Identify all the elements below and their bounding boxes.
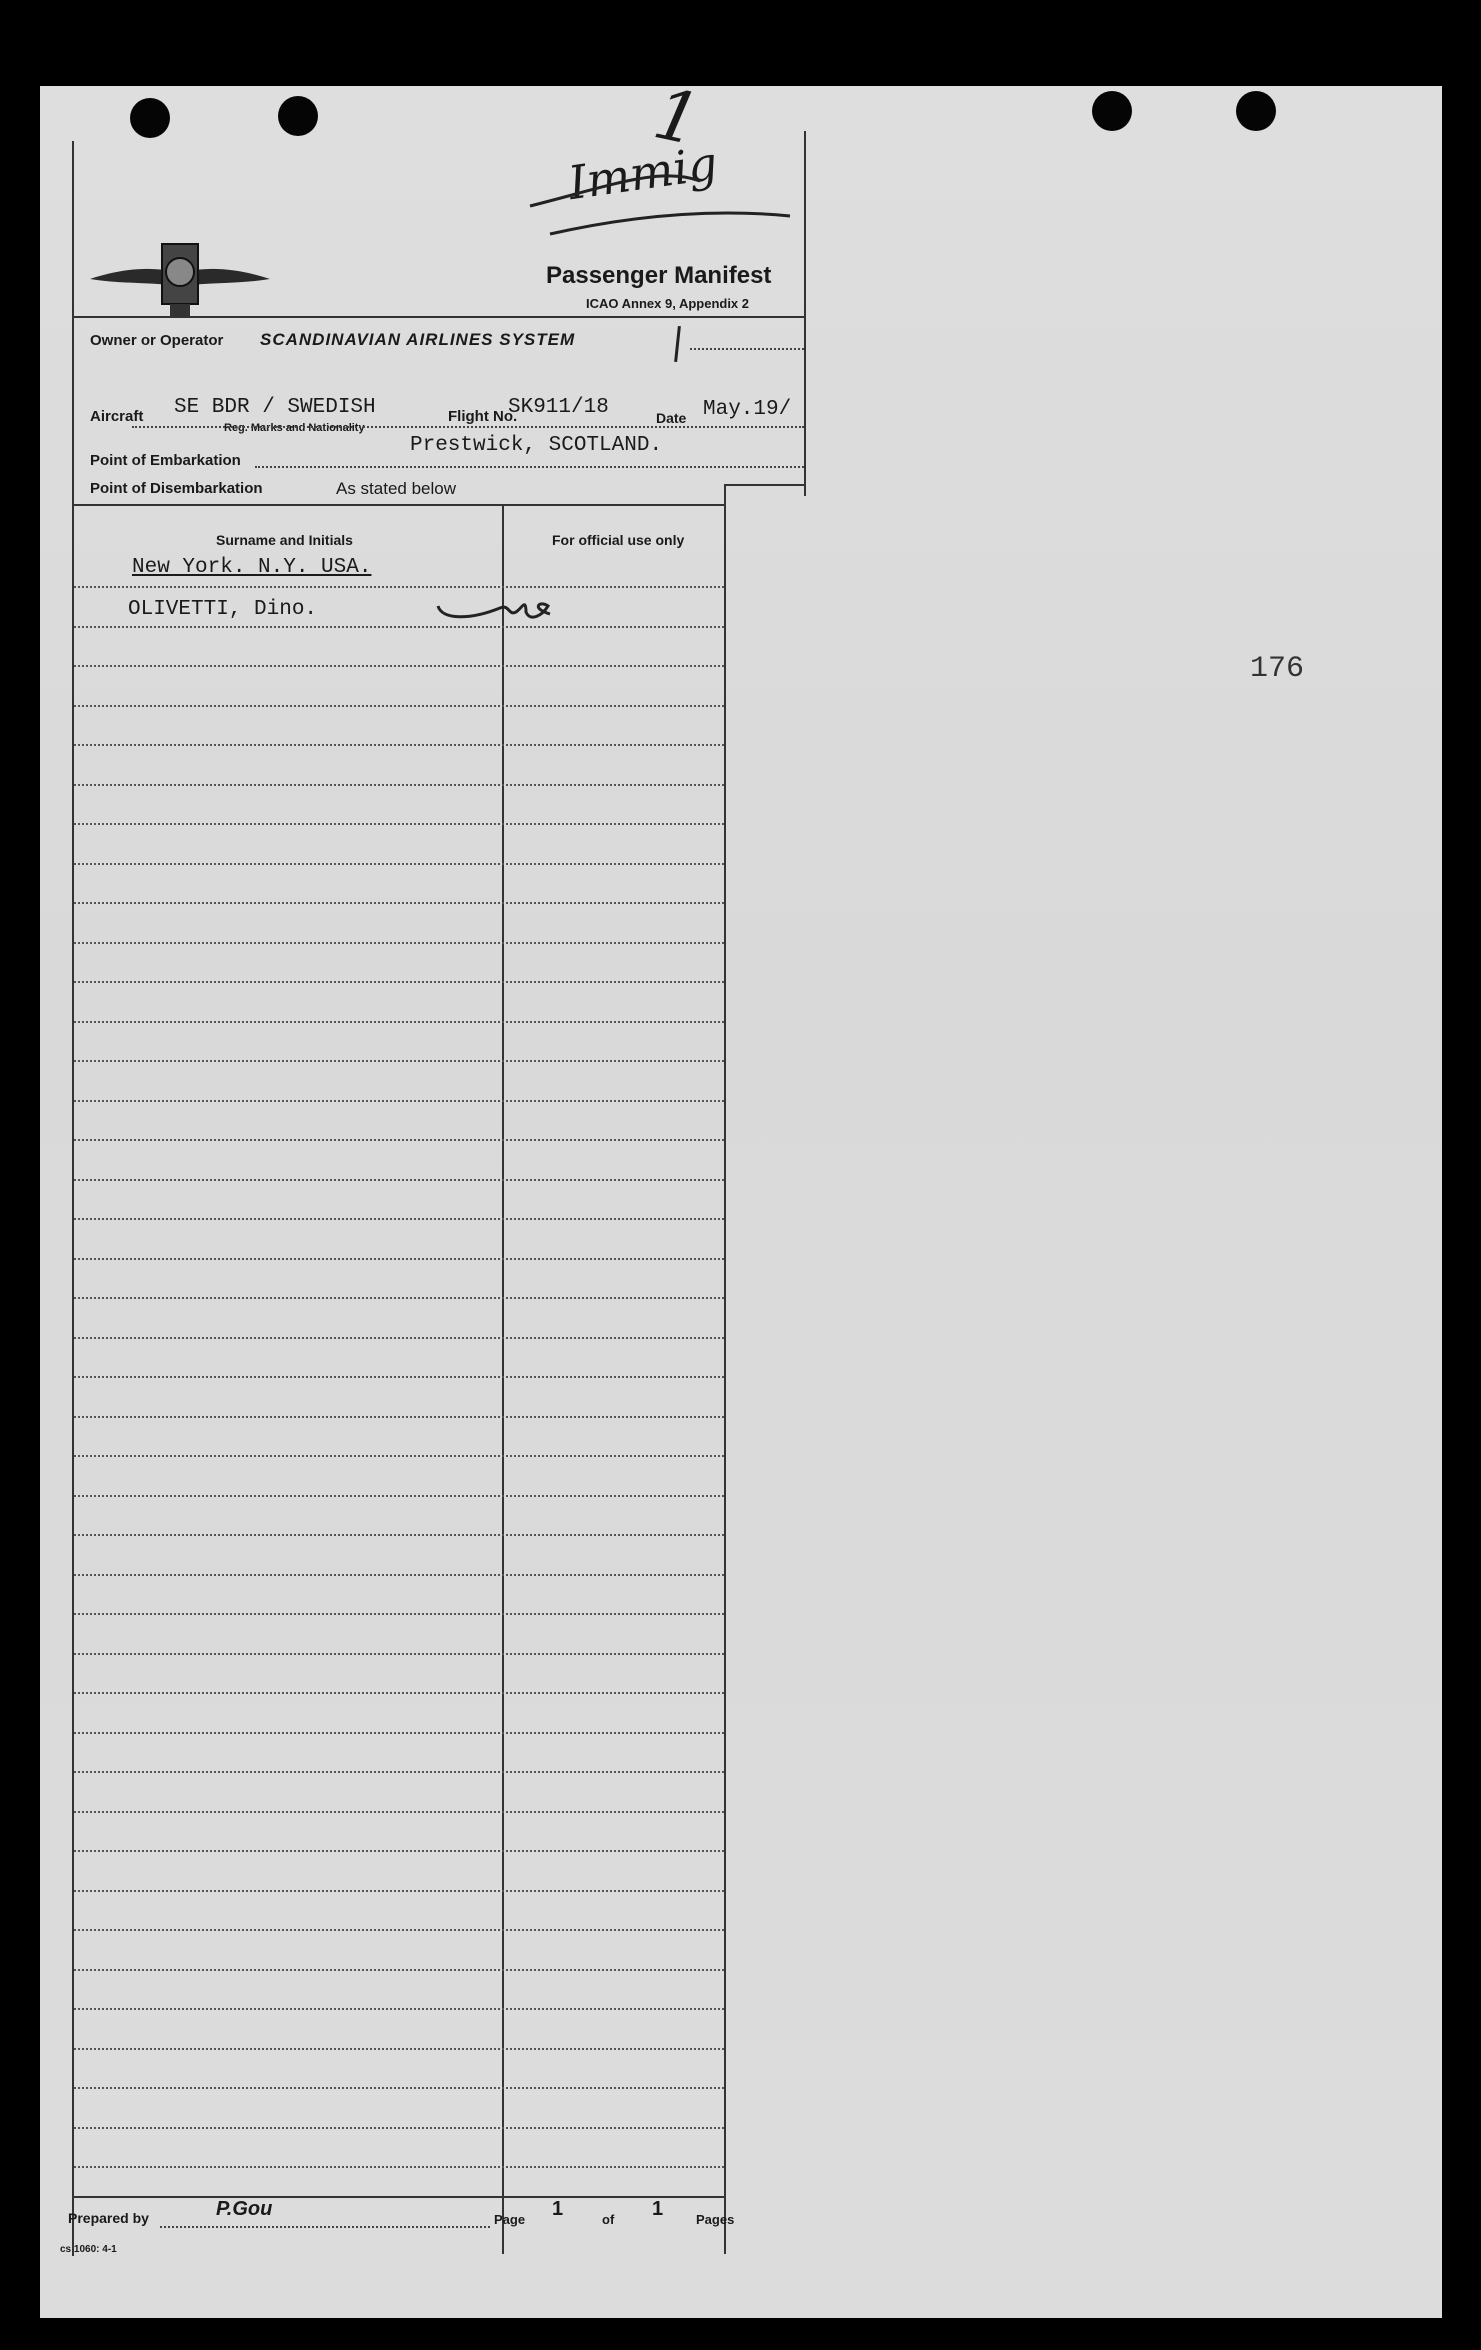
- table-row-line: [74, 744, 724, 746]
- table-row-line: [74, 1732, 724, 1734]
- table-row-line: [74, 1692, 724, 1694]
- table-row-line: [74, 1179, 724, 1181]
- table-row-line: [74, 1139, 724, 1141]
- table-row-line: [74, 1534, 724, 1536]
- table-row-line: [74, 1021, 724, 1023]
- handwritten-mark: Immig: [564, 135, 721, 211]
- col2-header: For official use only: [552, 532, 685, 548]
- punch-hole: [1236, 91, 1276, 131]
- stamp-number: 176: [1250, 652, 1305, 686]
- table-row-line: [74, 981, 724, 983]
- prepared-label: Prepared by: [68, 2210, 149, 2226]
- table-row-line: [74, 1337, 724, 1339]
- page-label: Page: [494, 2212, 526, 2227]
- table-row-line: [74, 942, 724, 944]
- table-row-line: [74, 2087, 724, 2089]
- flight-value: SK911/18: [508, 396, 609, 419]
- table-row-line: [74, 626, 724, 628]
- owner-pen-mark: [674, 326, 681, 362]
- table-row-line: [74, 1929, 724, 1931]
- table-row-line: [74, 586, 724, 588]
- disembarkation-label: Point of Disembarkation: [90, 480, 263, 497]
- owner-value: SCANDINAVIAN AIRLINES SYSTEM: [260, 330, 576, 349]
- reg-caption: Reg. Marks and Nationality: [224, 422, 365, 434]
- table-row-line: [74, 665, 724, 667]
- manifest-subtitle: ICAO Annex 9, Appendix 2: [586, 296, 750, 311]
- owner-label: Owner or Operator: [90, 332, 224, 349]
- prepared-dotted-line: [160, 2226, 490, 2228]
- table-row-line: [74, 1653, 724, 1655]
- form-code: cs 1060: 4-1: [60, 2244, 117, 2255]
- table-row-line: [74, 784, 724, 786]
- table-row-line: [74, 2008, 724, 2010]
- table-row-line: [74, 1060, 724, 1062]
- form-left-border: [72, 141, 74, 2256]
- sas-logo: [80, 234, 280, 324]
- table-row-line: [74, 1811, 724, 1813]
- table-row-line: [74, 1100, 724, 1102]
- table-row-line: [74, 1771, 724, 1773]
- table-row-line: [74, 1258, 724, 1260]
- flight-label: Flight No.: [448, 408, 518, 425]
- table-row-line: [74, 823, 724, 825]
- manifest-title: Passenger Manifest: [546, 262, 772, 289]
- embarkation-label: Point of Embarkation: [90, 452, 241, 469]
- footer-top-border: [72, 2196, 724, 2198]
- table-row-line: [74, 1297, 724, 1299]
- table-row-line: [74, 1574, 724, 1576]
- table-row-line: [74, 1613, 724, 1615]
- col1-header: Surname and Initials: [216, 532, 353, 548]
- passenger-name: OLIVETTI, Dino.: [128, 598, 318, 621]
- aircraft-label: Aircraft: [90, 408, 144, 425]
- aircraft-value: SE BDR / SWEDISH: [174, 396, 376, 419]
- table-row-line: [74, 863, 724, 865]
- column-divider: [502, 504, 504, 2254]
- date-value: May.19/: [703, 398, 792, 421]
- table-row-line: [74, 2048, 724, 2050]
- table-row-line: [74, 1890, 724, 1892]
- owner-dotted-line: [690, 348, 804, 350]
- punch-hole: [278, 96, 318, 136]
- table-row-line: [74, 1495, 724, 1497]
- manifest-sheet: [40, 72, 1442, 2318]
- header-bottom-border: [724, 484, 804, 486]
- of-value: 1: [652, 2198, 664, 2220]
- prepared-value: P.Gou: [216, 2198, 273, 2220]
- table-row-line: [74, 1416, 724, 1418]
- table-row-line: [74, 1850, 724, 1852]
- handwritten-mark-top: 1: [646, 72, 708, 162]
- table-row-line: [74, 2127, 724, 2129]
- of-label: of: [602, 2212, 615, 2227]
- official-initials-mark: [430, 586, 570, 630]
- table-row-line: [74, 902, 724, 904]
- header-divider: [72, 316, 804, 318]
- handwritten-underline: [490, 146, 810, 246]
- destination-row: New York. N.Y. USA.: [132, 556, 372, 579]
- aircraft-dotted-line: [132, 426, 804, 428]
- embarkation-value: Prestwick, SCOTLAND.: [410, 434, 663, 457]
- disembarkation-value: As stated below: [336, 479, 457, 498]
- table-row-line: [74, 2166, 724, 2168]
- table-top-border: [72, 504, 724, 506]
- table-row-line: [74, 1376, 724, 1378]
- table-row-line: [74, 1218, 724, 1220]
- page-value: 1: [552, 2198, 564, 2220]
- punch-hole: [1092, 91, 1132, 131]
- table-row-line: [74, 705, 724, 707]
- table-row-line: [74, 1455, 724, 1457]
- embarkation-dotted-line: [255, 466, 804, 468]
- pages-label: Pages: [696, 2212, 735, 2227]
- table-right-border: [724, 484, 726, 2254]
- punch-hole: [130, 98, 170, 138]
- table-row-line: [74, 1969, 724, 1971]
- date-label: Date: [656, 410, 687, 426]
